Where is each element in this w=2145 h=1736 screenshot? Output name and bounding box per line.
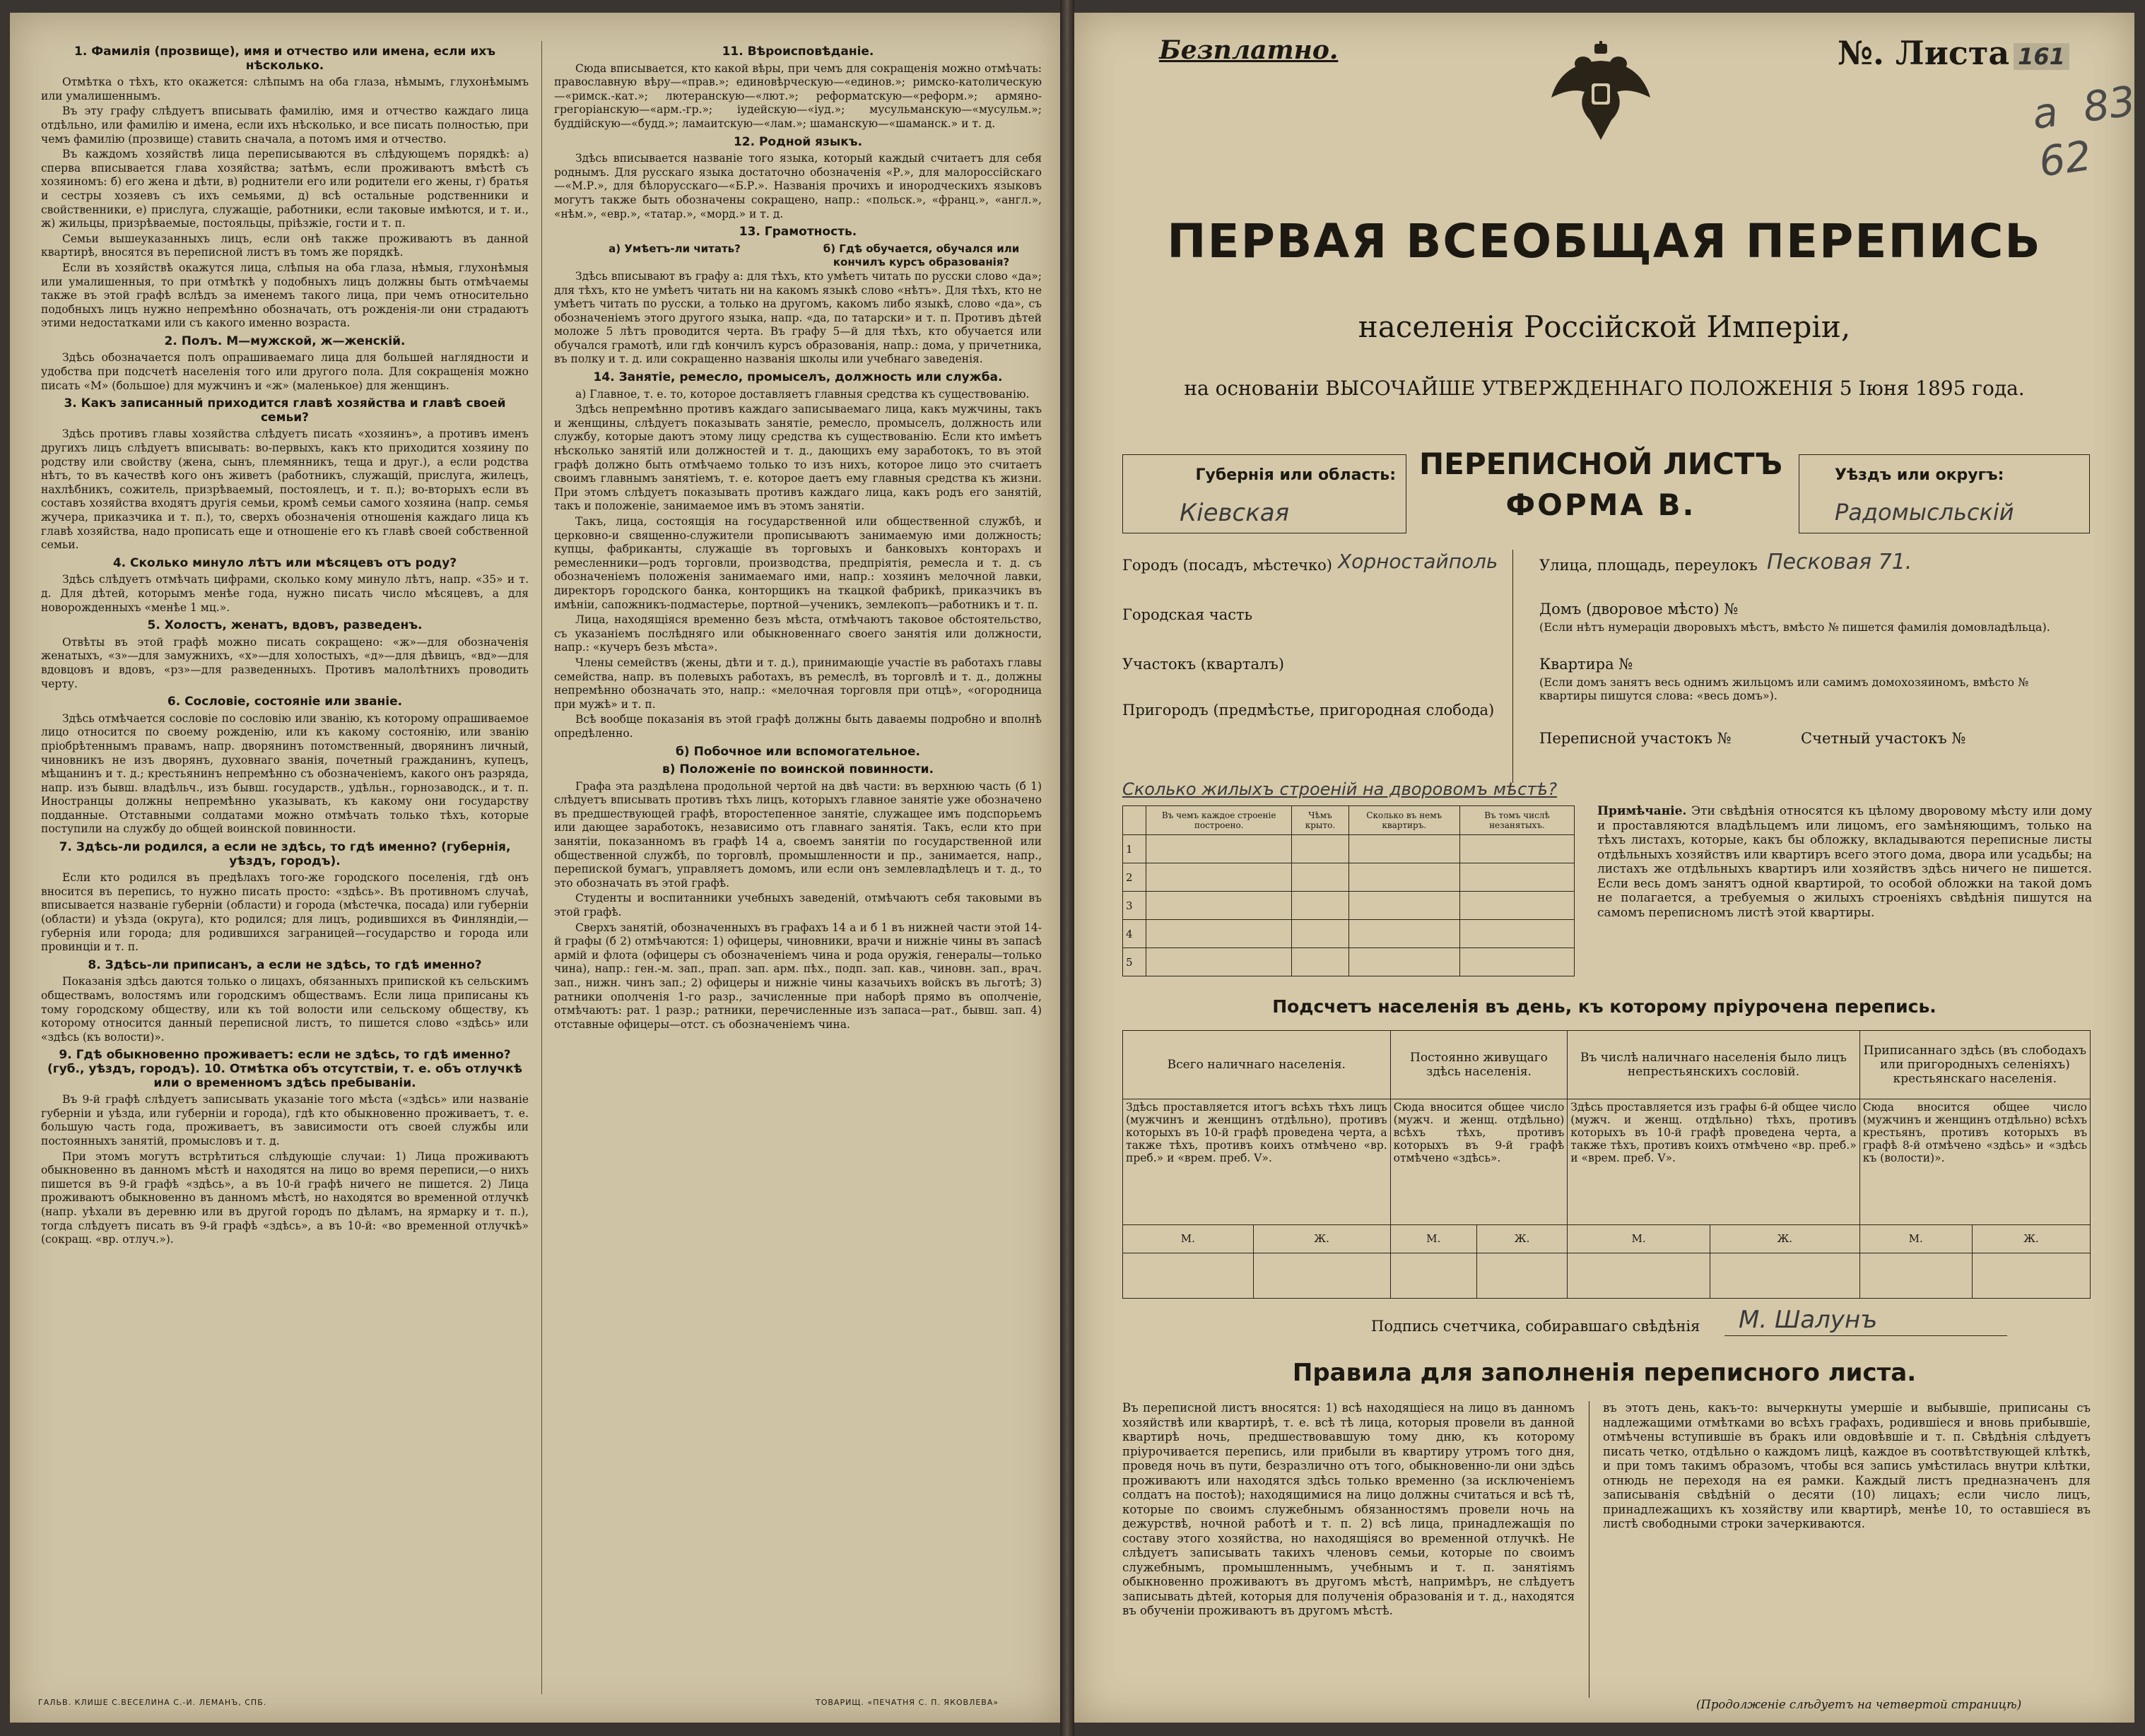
paragraph: Въ эту графу слѣдуетъ вписывать фамилію, имя и отчество каждаго лица отдѣльно, или фамилію и имена, если ихъ нѣсколько, и все писать полностью, при чемъ фамилію (прозвище) ставить сначала, а потомъ имя и отчество. <box>41 105 529 146</box>
paragraph: Здѣсь отмѣчается сословіе по сословію или званію, къ которому опрашиваемое лицо относится по своему рожденію, или къ какому состоянію, или званію пріобрѣтеннымъ правамъ, напр. дворянинъ потомственный, дворянинъ личный, чиновникъ не изъ дворянъ, духовнаго званія, почетный гражданинъ, купецъ, мѣщанинъ и т. д.; крестьянинъ непремѣнно съ обозначеніемъ, какого онъ разряда, напр. изъ бывш. владѣльч., изъ бывш. государств., удѣльн., горнозаводск., и т. п. Иностранцы должны непремѣнно указывать, къ какому они государству подданные. Отставными солдатами можно отмѣчать только тѣхъ, которые поступили на службу до общей воинской повинности. <box>41 711 529 836</box>
tally-title: Подсчетъ населенія въ день, къ которому пріурочена перепись. <box>1272 996 1937 1017</box>
buildings-cell[interactable] <box>1348 863 1459 892</box>
buildings-cell[interactable] <box>1292 948 1348 976</box>
column-divider <box>541 41 542 1694</box>
census-title: ПЕРВАЯ ВСЕОБЩАЯ ПЕРЕПИСЬ <box>1167 214 2042 268</box>
tally-header-cell: Приписаннаго здѣсь (въ слободахъ или пригородныхъ селеніяхъ) крестьянскаго населенія. <box>1859 1031 2090 1099</box>
handwritten-marks: а 83 62 <box>2029 76 2139 187</box>
province-label: Губернія или область: <box>1195 466 1396 484</box>
paragraph: Въ 9-й графѣ слѣдуетъ записывать указаніе того мѣста («здѣсь» или названіе губерніи и уѣзда, или губерніи и города), гдѣ кто обыкновенно проживаетъ, т. е. большую часть года, проживаетъ, въ зависимости отъ своей службы или постоянныхъ занятій, промысловъ и т. д. <box>41 1093 529 1147</box>
buildings-row-num: 3 <box>1123 892 1146 920</box>
rules-continue-note: (Продолженіе слѣдуетъ на четвертой страницѣ) <box>1696 1698 2022 1711</box>
buildings-label: Сколько жилыхъ строеній на дворовомъ мѣстѣ? <box>1122 779 1558 799</box>
city-part-label: Городская часть <box>1122 606 1253 623</box>
literacy-subheadings <box>554 242 1042 270</box>
paragraph: Здѣсь слѣдуетъ отмѣчать цифрами, сколько кому минуло лѣтъ, напр. «35» и т. д. Для дѣтей, которымъ менѣе года, нужно писать число мѣсяцевъ, а для новорожденныхъ «менѣе 1 мц.». <box>41 573 529 614</box>
tally-value-cell[interactable] <box>1476 1253 1567 1298</box>
house-note: (Если нѣтъ нумераціи дворовыхъ мѣстъ, вмѣсто № пишется фамилія домовладѣльца). <box>1539 620 2050 634</box>
buildings-row <box>1123 948 1575 976</box>
buildings-row-num: 4 <box>1123 920 1146 948</box>
buildings-table <box>1122 805 1575 976</box>
rules-column-2: въ этотъ день, какъ-то: вычеркнуты умершіе и выбывшіе, приписаны съ надлежащими отмѣтками во всѣхъ графахъ, родившіеся и вновь прибывшіе, отмѣчены вступившіе въ бракъ или овдовѣвшіе и т. п. Свѣдѣнія слѣдуетъ писать четко, отдѣльно о каждомъ лицѣ, каждое въ соотвѣтствующей клѣткѣ, и при томъ такимъ образомъ, чтобы вся запись умѣстилась внутри клѣтки, отнюдь не переходя на ея рамки. Каждый листъ предназначенъ для записыванія свѣдѣній о десяти (10) лицахъ; если число лицъ, принадлежащихъ къ хозяйству или квартирѣ, менѣе 10, то оставшіеся въ листѣ свободными строки зачеркиваются. <box>1603 1401 2091 1530</box>
paragraph: Если въ хозяйствѣ окажутся лица, слѣпыя на оба глаза, нѣмыя, глухонѣмыя или умалишенныя, то при отмѣткѣ у подобныхъ лицъ должны быть отмѣчаемы также въ этой графѣ вслѣдъ за именемъ такого лица, при чемъ относительно подобныхъ лицъ нужно непремѣнно обозначать, отъ рожденія-ли они страдаютъ этими недостатками или съ какого именно возраста. <box>41 261 529 330</box>
form-title-line1: ПЕРЕПИСНОЙ ЛИСТЪ <box>1418 447 1783 481</box>
free-label: Безплатно. <box>1159 35 1339 65</box>
paragraph: Графа эта раздѣлена продольной чертой на двѣ части: въ верхнюю часть (б 1) слѣдуетъ вписывать противъ тѣхъ лицъ, которыхъ главное занятіе уже обозначено въ предшествующей графѣ, второстепенное занятіе, служащее имъ подспорьемъ или дающее заработокъ, независимо отъ главнаго занятія. Такъ, если кто при занятіи, показанномъ въ графѣ 14 а, своемъ занятіи по государственной или общественной службѣ, по торговлѣ, промышленности и пр., занимается, напр., перепиской бумагъ, управляетъ домомъ, или если онъ землевладѣлецъ и т. д., то это обозначать въ этой графѣ. <box>554 779 1042 890</box>
tally-value-cell[interactable] <box>1710 1253 1859 1298</box>
signature-line <box>1724 1335 2007 1336</box>
tally-male-header: М. <box>1123 1224 1254 1253</box>
section-heading: 5. Холостъ, женатъ, вдовъ, разведенъ. <box>147 618 423 633</box>
paragraph: Показанія здѣсь даются только о лицахъ, обязанныхъ припиской къ сельскимъ обществамъ, волостямъ или городскимъ обществамъ. Если лица приписаны къ тому городскому обществу, или къ той волости или сельскому обществу, къ которому относится данный переписной листъ, то пишется слово «здѣсь» или «здѣсь (къ волости)». <box>41 975 529 1044</box>
note-text: Эти свѣдѣнія относятся къ цѣлому дворовому мѣсту или дому и проставляются владѣльцемъ или лицомъ, его замѣняющимъ, только на тѣхъ листахъ, которые, какъ бы обложку, вкладываются переписные листы отдѣльныхъ хозяйствъ или квартиръ всего этого дома, двора или усадьбы; на листахъ же отдѣльныхъ квартиръ или хозяйствъ здѣсь ничего не пишется. Если весь домъ занятъ одной квартирой, то особой обложки на такой домъ не полагается, а требуемыя о жилыхъ строеніяхъ свѣдѣнія пишутся на самомъ переписномъ листѣ этой квартиры. <box>1597 804 2092 920</box>
count-area-label: Счетный участокъ № <box>1801 730 1966 747</box>
section-heading: 4. Сколько минуло лѣтъ или мѣсяцевъ отъ роду? <box>112 555 457 570</box>
address-section <box>1122 550 2088 783</box>
section-heading: 1. Фамилія (прозвище), имя и отчество или имена, если ихъ нѣсколько. <box>74 45 495 73</box>
paragraph: Если кто родился въ предѣлахъ того-же городского поселенія, гдѣ онъ вносится въ перепись, то нужно писать просто: «здѣсь». Въ противномъ случаѣ, вписывается названіе губерніи (области) и города (мѣстечка, посада) или губерніи (области) и уѣзда (округа), кто родился; для лицъ, родившихся въ Финляндіи,—губернія или города; для родившихся заграницей—государство и города или провинціи и т. п. <box>41 871 529 954</box>
buildings-cell[interactable] <box>1146 948 1292 976</box>
section-heading: б) Побочное или вспомогательное. <box>676 744 920 759</box>
section-heading: 6. Сословіе, состояніе или званіе. <box>167 695 403 709</box>
tally-value-cell[interactable] <box>1859 1253 1972 1298</box>
section-heading: 12. Родной языкъ. <box>733 134 863 149</box>
paragraph: Всѣ вообще показанія въ этой графѣ должны быть даваемы подробно и вполнѣ опредѣленно. <box>554 713 1042 740</box>
section-heading: в) Положеніе по воинской повинности. <box>662 762 934 777</box>
district-label: Уѣздъ или округъ: <box>1835 466 2004 484</box>
literacy-subheading-a: а) Умѣетъ-ли читать? <box>609 242 741 255</box>
buildings-row <box>1123 920 1575 948</box>
section-heading: 13. Грамотность. <box>739 225 857 240</box>
buildings-cell[interactable] <box>1292 863 1348 892</box>
double-headed-eagle-icon <box>1548 41 1654 147</box>
paragraph: Отвѣты въ этой графѣ можно писать сокращено: «ж»—для обозначенія женатыхъ, «з»—для замужнихъ, «х»—для холостыхъ, «д»—для дѣвицъ, «вд»—для вдовцовъ и вдовъ, «рз»—для разведенныхъ. Противъ малолѣтнихъ проводить черту. <box>41 635 529 690</box>
buildings-cell[interactable] <box>1459 920 1574 948</box>
tally-table <box>1122 1030 2091 1299</box>
section-heading: 3. Какъ записанный приходится главѣ хозяйства и главѣ своей семьи? <box>64 396 506 425</box>
tally-female-header: Ж. <box>1972 1224 2090 1253</box>
tally-male-header: М. <box>1859 1224 1972 1253</box>
buildings-cell[interactable] <box>1348 948 1459 976</box>
tally-male-header: М. <box>1390 1224 1476 1253</box>
census-form-page <box>1074 13 2139 1723</box>
district-value: Радомысльскій <box>1835 499 2014 526</box>
tally-value-cell[interactable] <box>1390 1253 1476 1298</box>
section-heading: 11. Вѣроисповѣданіе. <box>722 45 874 59</box>
instructions-column-2 <box>554 41 1042 1033</box>
paragraph: а) Главное, т. е. то, которое доставляетъ главныя средства къ существованію. <box>575 387 1030 401</box>
buildings-cell[interactable] <box>1348 835 1459 863</box>
paragraph: Въ каждомъ хозяйствѣ лица переписываются въ слѣдующемъ порядкѣ: а) сперва вписывается глава хозяйства; затѣмъ, если проживаютъ вмѣстѣ съ хозяиномъ: б) его жена и дѣти, в) роднители его или родители его жены, г) братья и сестры хозяевъ съ ихъ семьями, д) всѣ остальные родственники и свойственники, е) прислуга, служащіе, работники, если таковые имѣются, и т. и., ж) жильцы, призрѣваемые, постояльцы, пріѣзжіе, гости и т. п. <box>41 148 529 230</box>
section-heading: 7. Здѣсь-ли родился, а если не здѣсь, то гдѣ именно? (губернія, уѣздъ, городъ). <box>59 840 511 868</box>
tally-value-row <box>1123 1253 2091 1298</box>
paragraph: Здѣсь вписывается названіе того языка, который каждый считаетъ для себя роднымъ. Для русскаго языка достаточно обозначенія «Р.», для малороссійскаго—«М.Р.», для бѣлорусскаго—«Б.Р.». Названія прочихъ и инородческихъ языковъ могутъ также быть обозначены сокращено, напр.: «польск.», «франц.», «англ.», «нѣм.», «евр.», «татар.», «морд.» и т. д. <box>554 152 1042 220</box>
paragraph: Здѣсь вписывают въ графу а: для тѣхъ, кто умѣетъ читать по русски слово «да»; для тѣхъ, кто не умѣетъ читать ни на какомъ языкѣ слово «нѣтъ». Для тѣхъ, кто не умѣетъ читать по русски, а только на другомъ, какомъ либо языкѣ, слово «да», съ обозначеніемъ этого другого языка, напр. «да, по татарски» и т. п. Противъ дѣтей моложе 5 лѣтъ проводится черта. Въ графу 5—й для тѣхъ, кто обучается или обучался грамотѣ, или гдѣ кончилъ курсъ образованія, напр.: дома, у причетника, въ полку и т. д. или сокращенно названія школы или учебнаго заведенія. <box>554 269 1042 366</box>
census-basis: на основаніи ВЫСОЧАЙШЕ УТВЕРЖДЕННАГО ПОЛОЖЕНІЯ 5 Іюня 1895 года. <box>1184 377 2025 400</box>
paragraph: Отмѣтка о тѣхъ, кто окажется: слѣпымъ на оба глаза, нѣмымъ, глухонѣмымъ или умалишеннымъ. <box>41 76 529 102</box>
tally-value-cell[interactable] <box>1123 1253 1254 1298</box>
section-heading: 8. Здѣсь-ли приписанъ, а если не здѣсь, то гдѣ именно? <box>88 957 482 972</box>
tally-header-cell: Въ числѣ наличнаго населенія было лицъ непрестьянскихъ сословій. <box>1568 1031 1859 1099</box>
paragraph: Здѣсь противъ главы хозяйства слѣдуетъ писать «хозяинъ», а противъ именъ другихъ лицъ слѣдуетъ вписывать: во-первыхъ, какъ кто приходится хозяину по родству или свойству (жена, сынъ, племянникъ, теща и друг.), а если родства нѣтъ, то въ качествѣ кого онъ живетъ (работникъ, служащій, прислуга, жилецъ, нахлѣбникъ, сожитель, призрѣваемый, постоялецъ, и т. п.); во-вторыхъ если въ составъ хозяйства входятъ другія семьи, кромѣ семьи самого хозяина (напр. семья жучера, приказчика и т. п.), то, сверхъ обозначенія отношенія каждаго лица къ главѣ хозяйства, надо прописать еще и отношеніе его къ главѣ своей собственной семьи. <box>41 427 529 552</box>
buildings-header-cell: Сколько въ немъ квартиръ. <box>1348 806 1459 835</box>
buildings-cell[interactable] <box>1459 892 1574 920</box>
tally-header-cell: Постоянно живущаго здѣсь населенія. <box>1390 1031 1568 1099</box>
paragraph: Здѣсь непремѣнно противъ каждаго записываемаго лица, какъ мужчины, такъ и женщины, слѣдуетъ показывать занятіе, ремесло, промыселъ, должность или службу, которые даютъ этому лицу средства къ существованію. Если кто имѣетъ нѣсколько занятій или должностей и т. д., дающихъ ему заработокъ, то въ этой графѣ должно быть отмѣчаемо только то изъ нихъ, которое лицо это считаетъ своимъ главнымъ занятіемъ, т. е. которое даетъ ему главныя средства къ жизни. При этомъ слѣдуетъ показывать противъ каждаго лица, какъ родъ его занятій, такъ и положеніе, занимаемое имъ въ этомъ занятіи. <box>554 403 1042 513</box>
buildings-cell[interactable] <box>1146 863 1292 892</box>
province-value: Кіевская <box>1180 499 1290 527</box>
buildings-cell[interactable] <box>1292 920 1348 948</box>
paragraph: Такъ, лица, состоящія на государственной или общественной службѣ, и церковно-и священно-служители прописываютъ занимаемую ими должность; купцы, фабриканты, служащіе въ торговыхъ и банковыхъ конторахъ и ремесленники—родъ торговли, производства, предпріятія, ремесла и т. д. съ обозначеніемъ положенія занимаемаго ими, напр.: хозяинъ мелочной лавки, директоръ городского банка, конторщикъ на ткацкой фабрикѣ, приказчикъ въ имѣніи, сапожникъ-подмастерье, портной—ученикъ, землекопъ—работникъ и т. п. <box>554 515 1042 611</box>
paragraph: При этомъ могутъ встрѣтиться слѣдующіе случаи: 1) Лица проживаютъ обыкновенно въ данномъ мѣстѣ и находятся на лицо во время переписи,—о нихъ пишется въ 9-й графѣ «здѣсь», а въ 10-й графѣ ничего не пишется. 2) Лица проживаютъ обыкновенно въ данномъ мѣстѣ, но находятся во временной отлучкѣ (напр. уѣхали въ деревню или въ другой городъ по дѣламъ, на ярмарку и т. п.), тогда слѣдуетъ писать въ 9-й графѣ «здѣсь», а въ 10-й: «во временной отлучкѣ» (сокращ. «вр. отлуч.»). <box>41 1150 529 1246</box>
house-label: Домъ (дворовое мѣсто) № <box>1539 601 1739 618</box>
paragraph: Студенты и воспитанники учебныхъ заведеній, отмѣчаютъ себя таковыми въ этой графѣ. <box>554 892 1042 919</box>
buildings-row <box>1123 892 1575 920</box>
tally-note-cell: Сюда вносится общее число (мужчинъ и женщинъ отдѣльно) всѣхъ крестьянъ, противъ которыхъ въ графѣ 8-й отмѣчено «здѣсь» и «здѣсь къ (волости)». <box>1859 1099 2090 1224</box>
tally-note-cell: Сюда вносится общее число (мужч. и женщ. отдѣльно) всѣхъ тѣхъ, противъ которыхъ въ 9-й графѣ отмѣчено «здѣсь». <box>1390 1099 1568 1224</box>
sheet-number-value: 161 <box>2014 43 2069 70</box>
apartment-label: Квартира № <box>1539 656 1633 673</box>
paragraph: Сюда вписывается, кто какой вѣры, при чемъ для сокращенія можно отмѣчать: православную вѣру—«прав.»; единовѣрческую—«единов.»; римско-католическую—«римск.-кат.»; лютеранскую—«лют.»; реформатскую—«реформ.»; армяно-грегоріанскую—«арм.-гр.»; іудейскую—«іуд.»; мусульманскую—«мусульм.»; буддійскую—«будд.»; ламаитскую—«лам.»; шаманскую—«шаманск.» и т. д. <box>554 61 1042 130</box>
tally-female-header: Ж. <box>1476 1224 1567 1253</box>
buildings-cell[interactable] <box>1292 892 1348 920</box>
paragraph: Сверхъ занятій, обозначенныхъ въ графахъ 14 а и б 1 въ нижней части этой 14-й графы (б 2) отмѣчаются: 1) офицеры, чиновники, врачи и нижніе чины въ запасѣ армій и флота (офицеры съ обозначеніемъ чина и рода оружія, генералы—только чина), напр.: ген.-м. зап., прап. зап. арм. пѣх., подп. зап. кав., чиновн. зап., врач. зап., нижн. чинъ зап.; 2) офицеры и нижніе чины казачьихъ войскъ въ льготѣ; 3) ратники ополченія 1-го разр., зачисленные при наборѣ прямо въ ополченіе, отмѣчаютъ: рат. 1 разр.; ратники, перечисленные изъ запаса—рат., бывш. зап. 4) отставные офицеры—отст. съ обозначеніемъ чина. <box>554 921 1042 1031</box>
tally-value-cell[interactable] <box>1568 1253 1710 1298</box>
form-title <box>1414 444 1788 526</box>
rules-title: Правила для заполненія переписного листа. <box>1292 1359 1917 1387</box>
buildings-row <box>1123 863 1575 892</box>
section-heading: 14. Занятіе, ремесло, промыселъ, должность или служба. <box>593 370 1003 385</box>
tally-note-cell: Здѣсь проставляется итогъ всѣхъ тѣхъ лицъ (мужчинъ и женщинъ отдѣльно), противъ которыхъ въ 10-й графѣ проведена черта, а также тѣхъ, противъ коихъ отмѣчено «вр. преб.» и «врем. преб. V». <box>1123 1099 1391 1224</box>
literacy-subheading-b: б) Гдѣ обучается, обучался или кончилъ курсъ образованія? <box>823 242 1020 269</box>
suburb-label: Пригородъ (предмѣстье, пригородная слобода) <box>1122 702 1495 719</box>
tally-female-header: Ж. <box>1253 1224 1390 1253</box>
census-subtitle: населенія Россійской Имперіи, <box>1358 309 1851 344</box>
instructions-column-1 <box>41 41 529 1248</box>
tally-sex-row <box>1123 1224 2091 1253</box>
buildings-cell[interactable] <box>1146 920 1292 948</box>
street-label: Улица, площадь, переулокъ <box>1539 557 1758 574</box>
street-value: Песковая 71. <box>1767 550 1912 574</box>
buildings-row <box>1123 835 1575 863</box>
section-heading: 2. Полъ. М—мужской, ж—женскій. <box>164 333 406 348</box>
tally-header-cell: Всего наличнаго населенія. <box>1123 1031 1391 1099</box>
buildings-row-num: 2 <box>1123 863 1146 892</box>
buildings-cell[interactable] <box>1348 920 1459 948</box>
buildings-cell[interactable] <box>1348 892 1459 920</box>
city-value: Хорностайполь <box>1338 550 1498 573</box>
sheet-number-label: №. Листа <box>1838 34 2010 72</box>
printer-imprint-left: ГАЛЬВ. КЛИШЕ С.ВЕСЕЛИНА С.-И. ЛЕМАНЪ, СПБ. <box>38 1698 267 1707</box>
city-label: Городъ (посадъ, мѣстечко) <box>1122 557 1333 574</box>
buildings-header-cell: Въ томъ числѣ незанятыхъ. <box>1459 806 1574 835</box>
tally-note-cell: Здѣсь проставляется изъ графы 6-й общее число (мужч. и женщ. отдѣльно) тѣхъ, противъ которыхъ въ 10-й графѣ проведена черта, а также тѣхъ, противъ коихъ отмѣчено «вр. преб.» и «врем. преб. V». <box>1568 1099 1859 1224</box>
signature-value: М. Шалунъ <box>1739 1306 1878 1334</box>
instructions-page <box>10 13 1060 1723</box>
section-heading: 9. Гдѣ обыкновенно проживаетъ: если не здѣсь, то гдѣ именно? (губ., уѣздъ, городъ). 10. Отмѣтка объ отсутствіи, т. е. объ отлучкѣ или о временномъ здѣсь пребываніи. <box>47 1048 523 1090</box>
paragraph: Лица, находящіяся временно безъ мѣста, отмѣчаютъ таковое обстоятельство, съ указаніемъ послѣдняго или обыкновеннаго своего занятія или должности, напр.: «кучеръ безъ мѣста». <box>554 613 1042 654</box>
tally-female-header: Ж. <box>1710 1224 1859 1253</box>
buildings-header-cell: Въ чемъ каждое строеніе построено. <box>1146 806 1292 835</box>
rules-column-1: Въ переписной листъ вносятся: 1) всѣ находящіеся на лицо въ данномъ хозяйствѣ или квартирѣ, т. е. всѣ тѣ лица, которыя провели въ данной квартирѣ ночь, предшествовавшую тому дню, къ которому пріурочивается перепись, или прибыли въ квартиру утромъ того дня, проведя ночь въ пути, безразлично отъ того, обыкновенно-ли они здѣсь проживаютъ или находятся здѣсь только временно (за исключеніемъ солдатъ на постоѣ); находящимися на лицо должны считаться и всѣ тѣ, которые по своимъ служебнымъ обязанностямъ провели ночь на дежурствѣ, ночной работѣ и т. п. 2) всѣ лица, принадлежащія по составу этого хозяйства, но находящіяся во временной отлучкѣ. Не слѣдуетъ записывать такихъ членовъ семьи, которые по своимъ служебнымъ, промышленнымъ, учебнымъ и т. п. занятіямъ обыкновенно проживаютъ въ другомъ мѣстѣ, напримѣръ, не слѣдуетъ записывать дѣтей, которыя для полученія образованія и т. д., находятся въ обученіи проживаютъ въ другомъ мѣстѣ. <box>1122 1401 1575 1617</box>
address-divider <box>1512 550 1513 783</box>
form-title-line2: ФОРМА В. <box>1505 488 1696 522</box>
signature-label: Подпись счетчика, собиравшаго свѣдѣнія <box>1371 1318 1700 1335</box>
apartment-note: (Если домъ занятъ весь однимъ жильцомъ или самимъ домохозяиномъ, вмѣсто № квартиры пишутся слова: «весь домъ»). <box>1539 675 2029 702</box>
paragraph: Члены семействъ (жены, дѣти и т. д.), принимающіе участіе въ работахъ главы семейства, напр. въ полевыхъ работахъ, въ ремеслѣ, въ торговлѣ и т. д., должны непремѣнно обозначать это, напр.: «мелочная торговля при отцѣ», «огородница при мужѣ» и т. п. <box>554 656 1042 711</box>
district-box <box>1799 454 2090 533</box>
buildings-header-row <box>1123 806 1575 835</box>
buildings-cell[interactable] <box>1146 835 1292 863</box>
buildings-cell[interactable] <box>1459 948 1574 976</box>
printer-imprint-right: ТОВАРИЩ. «ПЕЧАТНЯ С. П. ЯКОВЛЕВА» <box>816 1698 999 1707</box>
buildings-cell[interactable] <box>1459 863 1574 892</box>
buildings-cell[interactable] <box>1459 835 1574 863</box>
buildings-header-num <box>1123 806 1146 835</box>
note-label: Примѣчаніе. <box>1597 804 1687 818</box>
binding-gutter <box>1060 0 1074 1736</box>
sheet-number <box>1838 34 2069 72</box>
tally-header-row <box>1123 1031 2091 1099</box>
buildings-row-num: 1 <box>1123 835 1146 863</box>
buildings-cell[interactable] <box>1146 892 1292 920</box>
buildings-note <box>1597 804 2092 920</box>
tally-value-cell[interactable] <box>1253 1253 1390 1298</box>
block-label: Участокъ (кварталъ) <box>1122 656 1284 673</box>
buildings-row-num: 5 <box>1123 948 1146 976</box>
paragraph: Семьи вышеуказанныхъ лицъ, если онѣ также проживаютъ въ данной квартирѣ, вносятся въ переписной листъ въ томъ же порядкѣ. <box>41 232 529 259</box>
buildings-header-cell: Чѣмъ крыто. <box>1292 806 1348 835</box>
census-area-label: Переписной участокъ № <box>1539 730 1732 747</box>
province-box <box>1122 454 1406 533</box>
paragraph: Здѣсь обозначается полъ опрашиваемаго лица для большей наглядности и удобства при подсчетѣ населенія того или другого пола. Для сокращенія можно писать «М» (большое) для мужчинъ и «ж» (маленькое) для женщинъ. <box>41 351 529 392</box>
tally-value-cell[interactable] <box>1972 1253 2090 1298</box>
tally-male-header: М. <box>1568 1224 1710 1253</box>
tally-notes-row <box>1123 1099 2091 1224</box>
buildings-cell[interactable] <box>1292 835 1348 863</box>
